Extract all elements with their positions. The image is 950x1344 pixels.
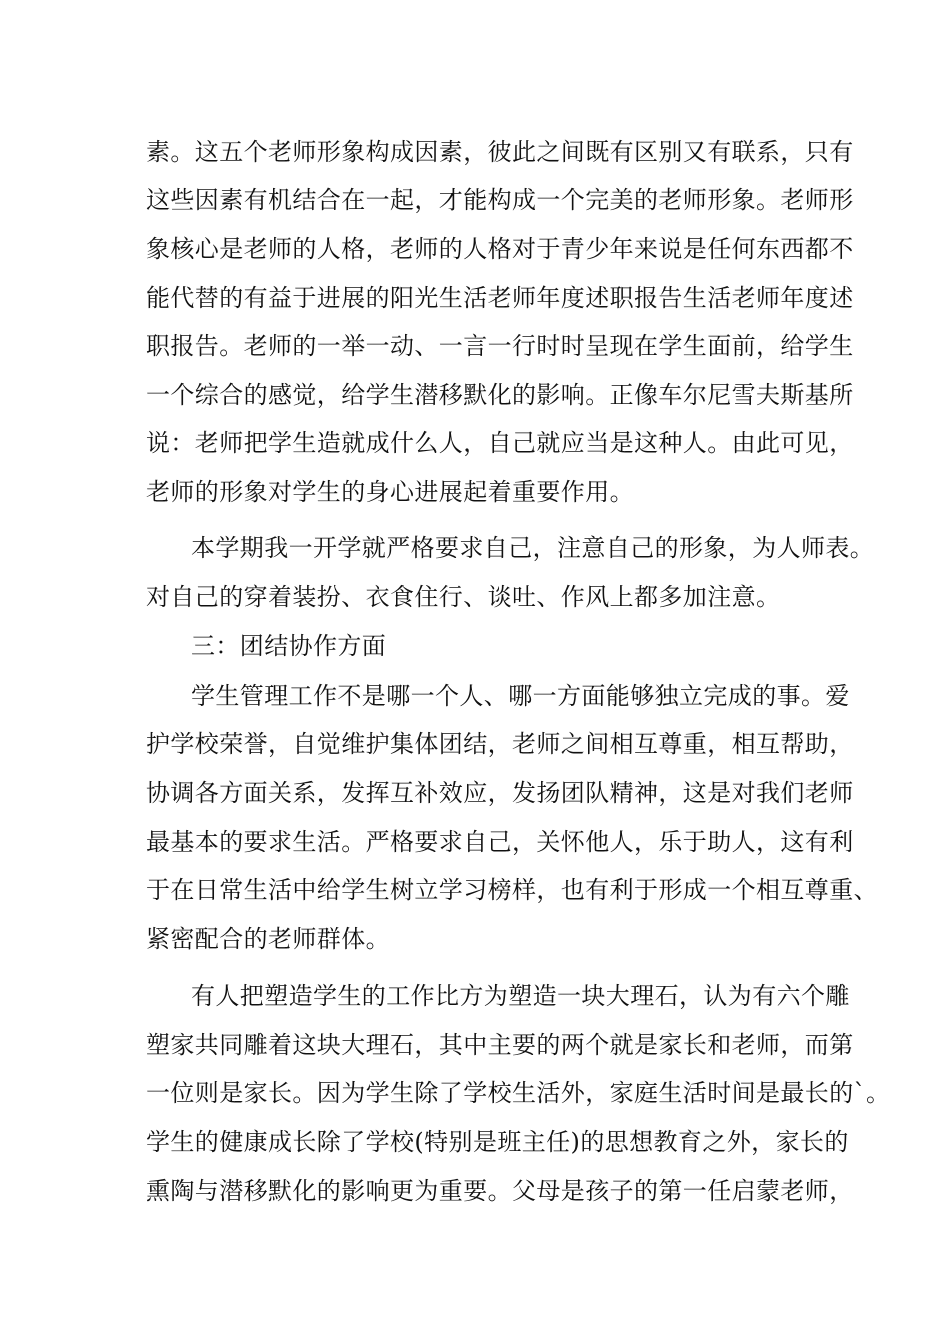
- text-line: 最基本的要求生活。严格要求自己，关怀他人，乐于助人，这有利: [146, 828, 854, 856]
- text-line: 熏陶与潜移默化的影响更为重要。父母是孩子的第一任启蒙老师，: [146, 1177, 854, 1205]
- text-line: 有人把塑造学生的工作比方为塑造一块大理石，认为有六个雕: [191, 982, 850, 1010]
- text-line: 护学校荣誉，自觉维护集体团结，老师之间相互尊重，相互帮助，: [146, 730, 854, 758]
- text-line: 本学期我一开学就严格要求自己，注意自己的形象，为人师表。: [191, 534, 875, 562]
- text-line: 能代替的有益于进展的阳光生活老师年度述职报告生活老师年度述: [146, 284, 854, 312]
- text-line: 一位则是家长。因为学生除了学校生活外，家庭生活时间是最长的`。: [146, 1079, 891, 1107]
- text-line: 这些因素有机结合在一起，才能构成一个完美的老师形象。老师形: [146, 186, 854, 214]
- text-line: 一个综合的感觉，给学生潜移默化的影响。正像车尔尼雪夫斯基所: [146, 381, 854, 409]
- text-line: 说：老师把学生造就成什么人，自己就应当是这种人。由此可见，: [146, 429, 854, 457]
- text-line: 老师的形象对学生的身心进展起着重要作用。: [146, 478, 634, 506]
- text-line: 塑家共同雕着这块大理石，其中主要的两个就是家长和老师，而第: [146, 1031, 854, 1059]
- text-line: 职报告。老师的一举一动、一言一行时时呈现在学生面前，给学生: [146, 332, 854, 360]
- text-line: 于在日常生活中给学生树立学习榜样，也有利于形成一个相互尊重、: [146, 876, 878, 904]
- text-line: 学生的健康成长除了学校(特别是班主任)的思想教育之外，家长的: [146, 1128, 849, 1156]
- text-line: 学生管理工作不是哪一个人、哪一方面能够独立完成的事。爱: [191, 682, 850, 710]
- text-line: 紧密配合的老师群体。: [146, 925, 390, 953]
- text-line: 素。这五个老师形象构成因素，彼此之间既有区别又有联系，只有: [146, 138, 854, 166]
- text-line: 象核心是老师的人格，老师的人格对于青少年来说是任何东西都不: [146, 235, 854, 263]
- section-heading: 三：团结协作方面: [191, 632, 387, 660]
- text-line: 协调各方面关系，发挥互补效应，发扬团队精神，这是对我们老师: [146, 779, 854, 807]
- text-line: 对自己的穿着装扮、衣食住行、谈吐、作风上都多加注意。: [146, 583, 781, 611]
